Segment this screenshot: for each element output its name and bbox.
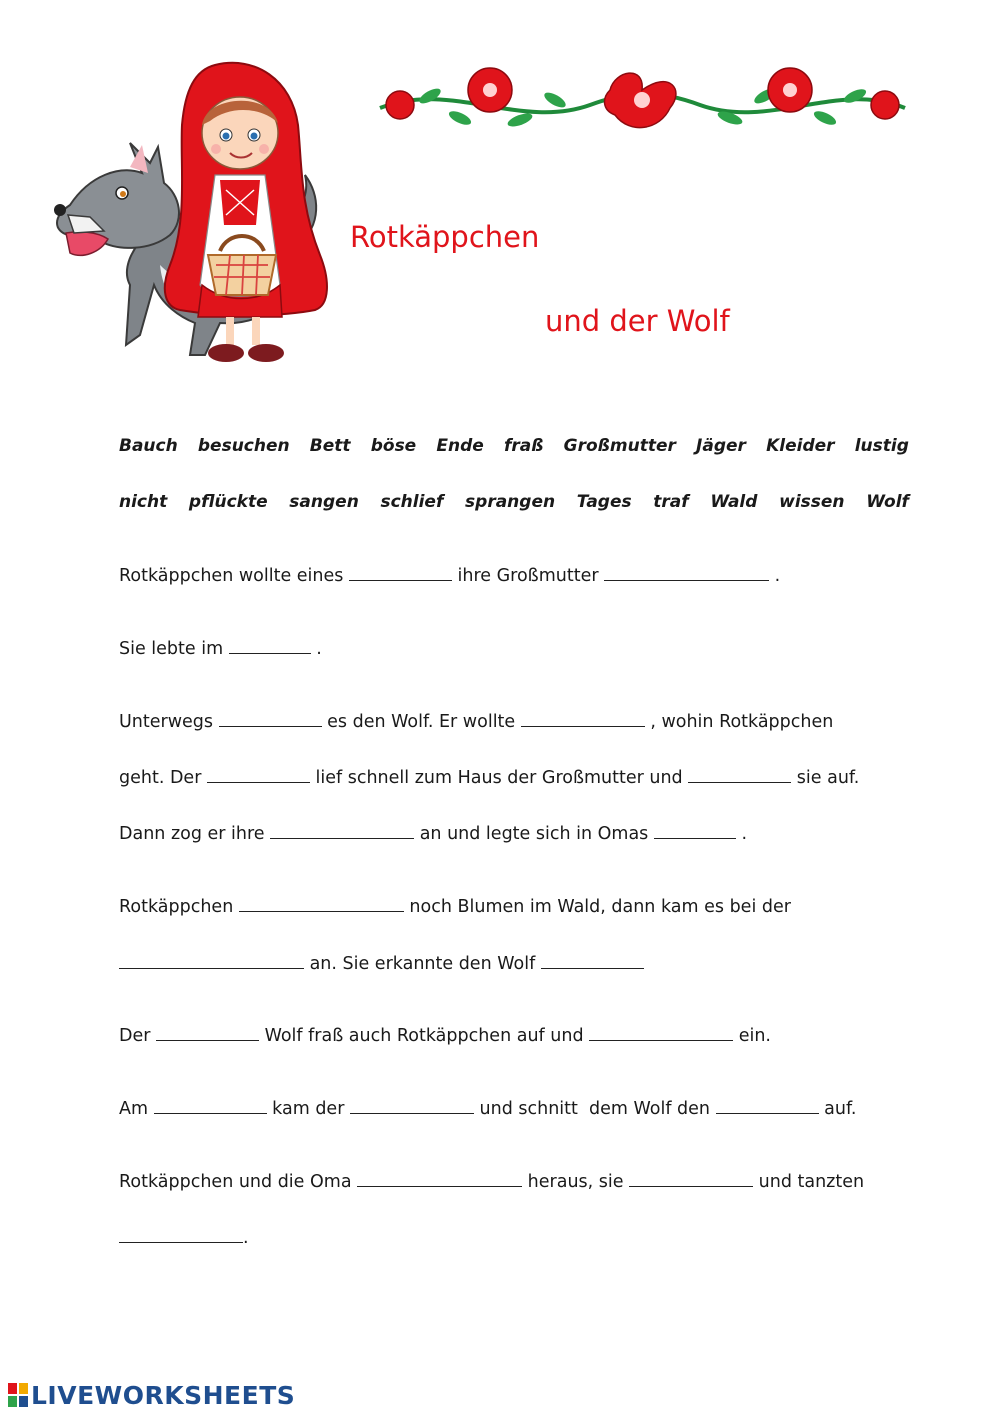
sentence-8 (119, 1023, 771, 1048)
answer-blank[interactable] (119, 951, 304, 969)
answer-blank[interactable] (270, 821, 414, 839)
word-bank-row-1 (119, 432, 909, 460)
word-bank-word: pflückte (188, 492, 268, 512)
sentence-text: , wohin Rotkäppchen (644, 712, 834, 732)
sentence-text: . (769, 566, 781, 586)
sentence-text: kam der (266, 1099, 350, 1119)
word-bank-word: nicht (119, 492, 168, 512)
sentence-10 (119, 1169, 864, 1194)
answer-blank[interactable] (349, 563, 452, 581)
sentence-6 (119, 894, 791, 919)
sentence-4 (119, 765, 859, 790)
sentence-text: Unterwegs (119, 712, 219, 732)
sentence-text: an. Sie erkannte den Wolf (304, 954, 541, 974)
answer-blank[interactable] (219, 709, 322, 727)
word-bank (119, 432, 909, 544)
word-bank-word: besuchen (197, 436, 290, 456)
answer-blank[interactable] (357, 1169, 522, 1187)
liveworksheets-logo-icon (8, 1383, 28, 1407)
answer-blank[interactable] (350, 1096, 474, 1114)
answer-blank[interactable] (688, 765, 791, 783)
word-bank-word: Wolf (866, 492, 909, 512)
title-line-1: Rotkäppchen (350, 220, 540, 254)
liveworksheets-logo[interactable] (8, 1378, 295, 1412)
word-bank-word: traf (653, 492, 689, 512)
sentence-text: . (735, 824, 748, 844)
word-bank-word: Wald (710, 492, 758, 512)
sentence-text: ein. (733, 1026, 771, 1046)
sentence-text: . (310, 639, 322, 659)
sentence-text: sie auf. (791, 768, 860, 788)
sentence-text: Dann zog er ihre (119, 824, 271, 844)
sentence-text: Rotkäppchen wollte eines (119, 566, 349, 586)
sentence-text: . (243, 1228, 249, 1248)
word-bank-word: lustig (854, 436, 909, 456)
word-bank-word: sangen (289, 492, 359, 512)
sentence-9 (119, 1096, 856, 1121)
word-bank-word: sprangen (465, 492, 556, 512)
sentence-text: Der (119, 1026, 156, 1046)
answer-blank[interactable] (229, 636, 311, 654)
word-bank-word: Kleider (766, 436, 835, 456)
answer-blank[interactable] (156, 1023, 259, 1041)
answer-blank[interactable] (716, 1096, 819, 1114)
word-bank-word: schlief (380, 492, 444, 512)
sentence-text: Rotkäppchen und die Oma (119, 1172, 358, 1192)
sentence-1 (119, 563, 780, 588)
word-bank-word: Bauch (119, 436, 178, 456)
answer-blank[interactable] (654, 821, 736, 839)
sentence-text: Am (119, 1099, 154, 1119)
red-riding-hood-wolf-illustration (30, 55, 360, 375)
word-bank-word: wissen (779, 492, 845, 512)
sentence-text: heraus, sie (522, 1172, 630, 1192)
answer-blank[interactable] (589, 1023, 733, 1041)
answer-blank[interactable] (629, 1169, 753, 1187)
sentence-text: lief schnell zum Haus der Großmutter und (309, 768, 689, 788)
word-bank-word: böse (370, 436, 417, 456)
word-bank-word: Jäger (696, 436, 746, 456)
word-bank-word: Tages (576, 492, 632, 512)
sentence-5 (119, 821, 747, 846)
sentence-text: Wolf fraß auch Rotkäppchen auf und (259, 1026, 590, 1046)
sentence-text: ihre Großmutter (451, 566, 605, 586)
answer-blank[interactable] (207, 765, 310, 783)
sentence-text: es den Wolf. Er wollte (321, 712, 521, 732)
word-bank-row-2 (119, 488, 909, 516)
answer-blank[interactable] (154, 1096, 267, 1114)
sentence-text: und schnitt dem Wolf den (473, 1099, 716, 1119)
sentence-3 (119, 709, 833, 734)
sentence-text: und tanzten (753, 1172, 865, 1192)
answer-blank[interactable] (239, 894, 404, 912)
sentence-text: an und legte sich in Omas (414, 824, 654, 844)
answer-blank[interactable] (521, 709, 645, 727)
word-bank-word: fraß (503, 436, 544, 456)
word-bank-word: Ende (436, 436, 484, 456)
title-line-2: und der Wolf (545, 304, 730, 338)
answer-blank[interactable] (604, 563, 769, 581)
sentence-text: Rotkäppchen (119, 897, 239, 917)
sentence-text: noch Blumen im Wald, dann kam es bei der (403, 897, 791, 917)
sentence-text: Sie lebte im (119, 639, 229, 659)
word-bank-word: Bett (309, 436, 351, 456)
sentence-text: geht. Der (119, 768, 207, 788)
answer-blank[interactable] (119, 1225, 243, 1243)
flower-vine-ornament (370, 60, 915, 155)
word-bank-word: Großmutter (563, 436, 676, 456)
sentence-11 (119, 1225, 249, 1250)
sentence-2 (119, 636, 322, 661)
sentence-7 (119, 951, 644, 976)
liveworksheets-logo-text: LIVEWORKSHEETS (31, 1380, 296, 1410)
answer-blank[interactable] (541, 951, 644, 969)
sentence-text: auf. (818, 1099, 857, 1119)
